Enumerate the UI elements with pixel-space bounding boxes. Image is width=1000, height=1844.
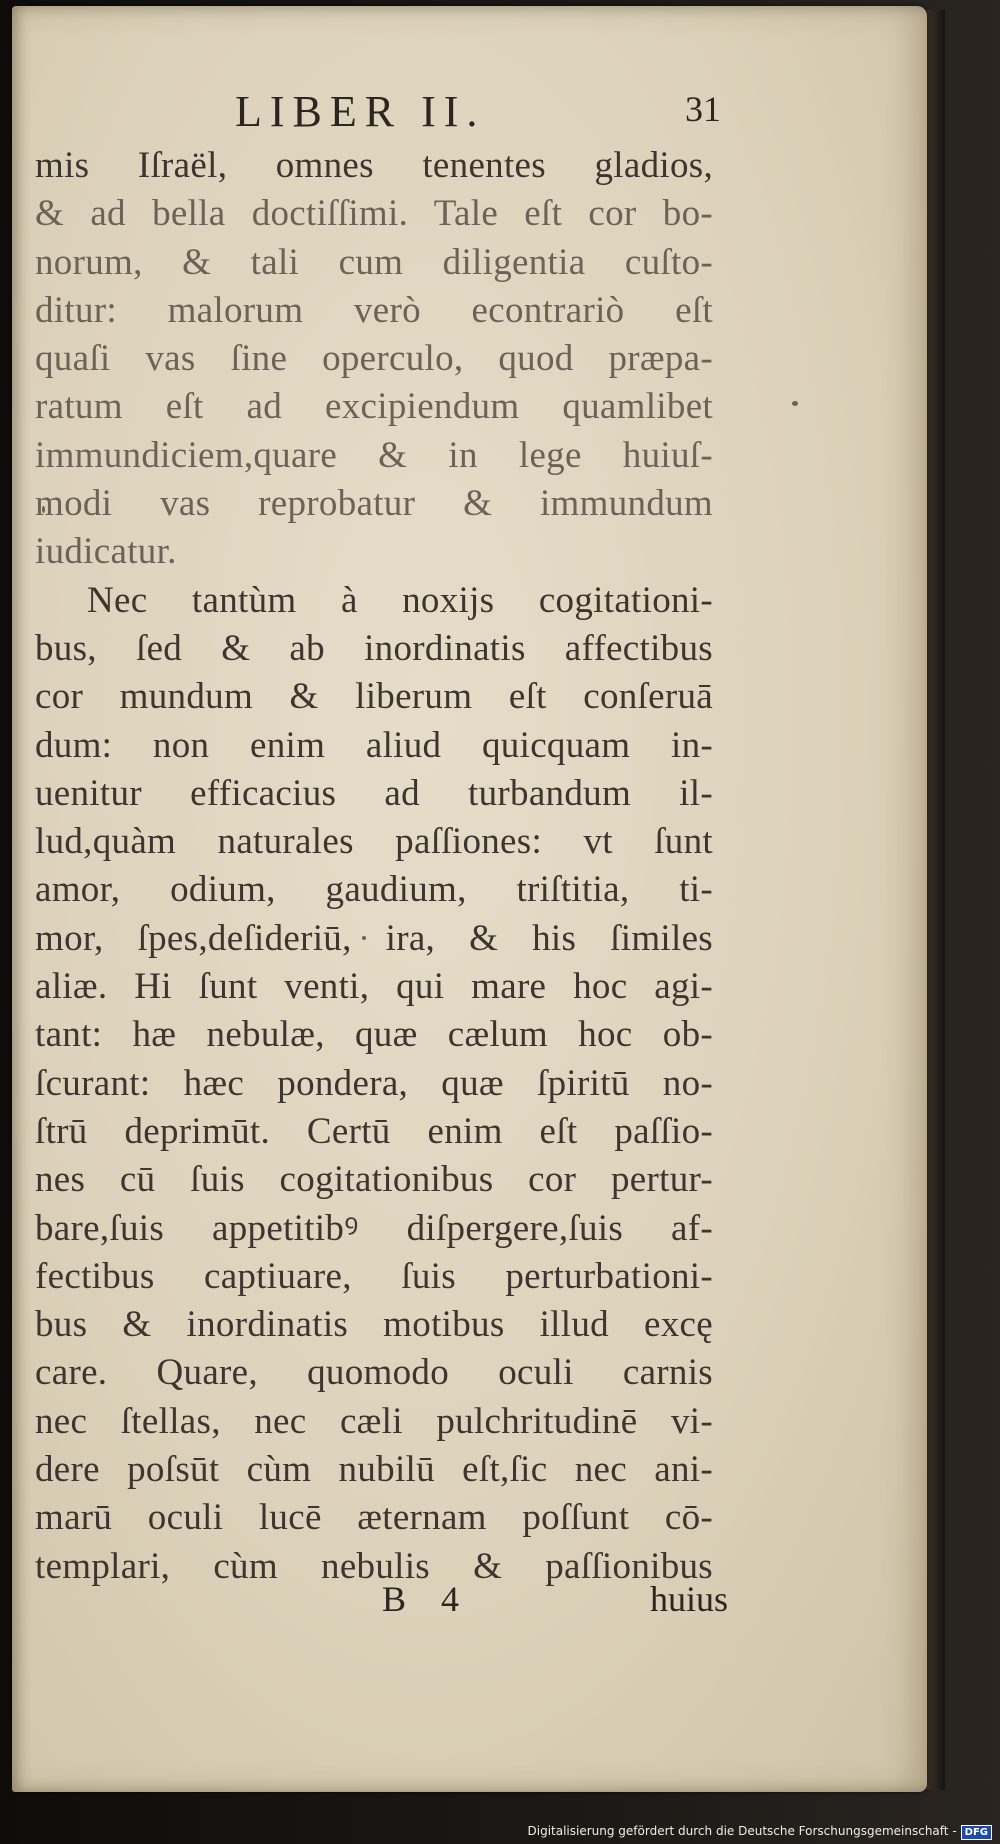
dfg-logo: DFG xyxy=(961,1825,992,1840)
catchword: huius xyxy=(649,1579,728,1619)
text-line: marū oculi lucē æternam poſſunt cō- xyxy=(35,1497,713,1539)
page-header xyxy=(35,80,721,140)
text-line: & ad bella doctiſſimi. Tale eſt cor bo- xyxy=(35,193,713,235)
text-line: modi vas reprobatur & immundum xyxy=(35,483,713,525)
text-line: cor mundum & liberum eſt conſeruā xyxy=(35,676,713,718)
text-line: lud,quàm naturales paſſiones: vt ſunt xyxy=(35,821,713,863)
signature-mark: B 4 xyxy=(382,1579,460,1619)
text-line: amor, odium, gaudium, triſtitia, ti- xyxy=(35,869,713,911)
text-line: care. Quare, quomodo oculi carnis xyxy=(35,1352,713,1394)
digitization-credit xyxy=(528,1824,993,1840)
text-line: bare,ſuis appetitibꝰ diſpergere,ſuis af- xyxy=(35,1207,713,1249)
paragraph-first-line: Nec tantùm à noxijs cogitationi- xyxy=(87,579,713,621)
text-line: templari, cùm nebulis & paſſionibus xyxy=(35,1545,713,1587)
credit-text: Digitalisierung gefördert durch die Deutsche Forschungsgemeinschaft - xyxy=(527,1824,957,1838)
text-line: bus & inordinatis motibus illud excę xyxy=(35,1304,713,1346)
text-line: quaſi vas ſine operculo, quod præpa- xyxy=(35,338,713,380)
text-line: dum: non enim aliud quicquam in- xyxy=(35,724,713,766)
running-title: LIBER II. xyxy=(235,87,486,136)
text-line: tant: hæ nebulæ, quæ cælum hoc ob- xyxy=(35,1014,713,1056)
text-line: norum, & tali cum diligentia cuſto- xyxy=(35,241,713,283)
text-line: nes cū ſuis cogitationibus cor pertur- xyxy=(35,1159,713,1201)
body-text xyxy=(35,142,713,1591)
text-line: mor, ſpes,deſideriū, ira, & his ſimiles xyxy=(35,917,713,959)
text-line: ditur: malorum verò econtrariò eſt xyxy=(35,289,713,331)
paper-speck xyxy=(792,401,798,406)
text-line: nec ſtellas, nec cæli pulchritudinē vi- xyxy=(35,1400,713,1442)
text-line: mis Iſraël, omnes tenentes gladios, xyxy=(35,145,713,186)
text-line: ſtrū deprimūt. Certū enim eſt paſſio- xyxy=(35,1110,713,1152)
text-line: bus, ſed & ab inordinatis affectibus xyxy=(35,627,713,669)
page-footer xyxy=(35,1578,728,1628)
text-line: fectibus captiuare, ſuis perturbationi- xyxy=(35,1255,713,1297)
text-line: uenitur efficacius ad turbandum il- xyxy=(35,772,713,814)
text-line: immundiciem,quare & in lege huiuſ- xyxy=(35,434,713,476)
text-line: ſcurant: hæc pondera, quæ ſpiritū no- xyxy=(35,1062,713,1104)
book-edge xyxy=(927,10,945,1790)
text-line: dere poſsūt cùm nubilū eſt,ſic nec ani- xyxy=(35,1449,713,1491)
page-number: 31 xyxy=(685,89,721,129)
text-line: ratum eſt ad excipiendum quamlibet xyxy=(35,386,713,428)
text-line: iudicatur. xyxy=(35,531,177,573)
text-line: aliæ. Hi ſunt venti, qui mare hoc agi- xyxy=(35,966,713,1008)
